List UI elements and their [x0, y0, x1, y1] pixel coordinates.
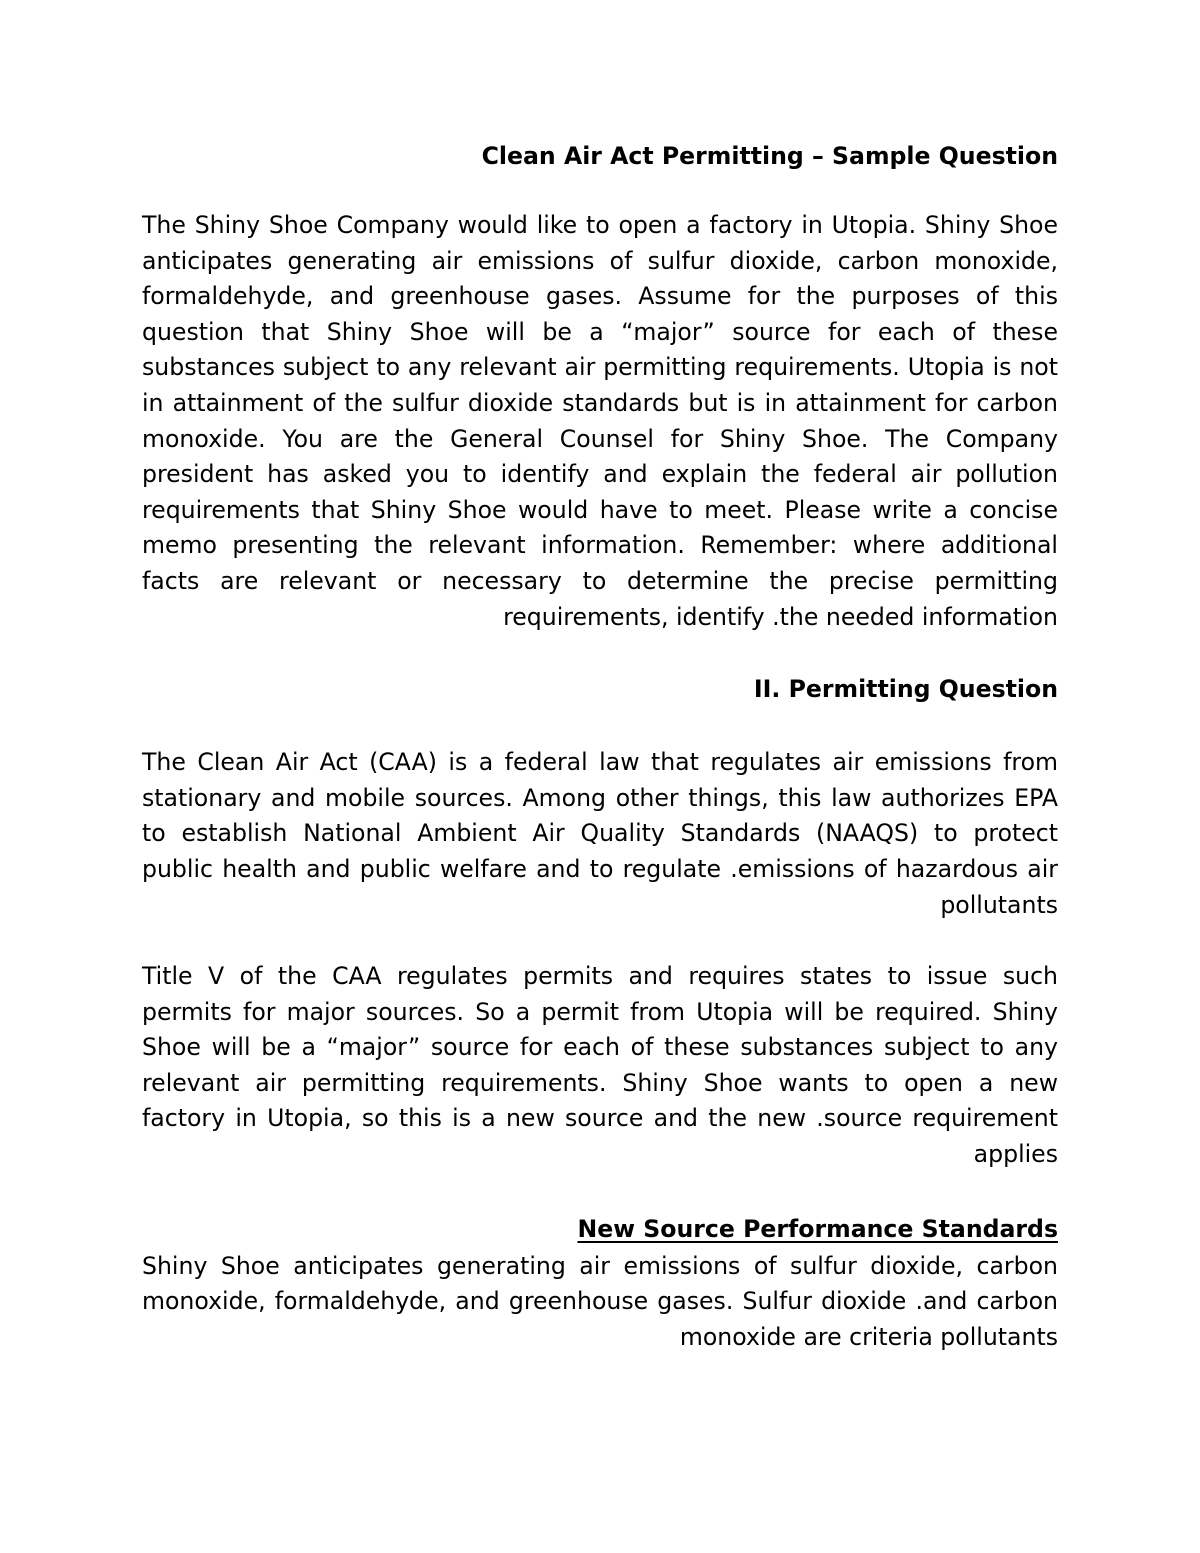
section-heading: II. Permitting Question [753, 675, 1058, 704]
title-v-paragraph: Title V of the CAA regulates permits and requires states to issue such permits for major sources. So a permit from Utopia will be required. Shiny Shoe will be a “major” source for each of these substances subject to any relevant air permitting requirements. Shiny Shoe wants to open a new factory in Utopia, so this is a new source and the new .source requirement applies [142, 962, 1058, 1169]
question-paragraph: The Shiny Shoe Company would like to open a factory in Utopia. Shiny Shoe anticipates generating air emissions of sulfur dioxide, carbon monoxide, formaldehyde, and greenhouse gases. Assume for the purposes of this question that Shiny Shoe will be a “major” source for each of these substances subject to any relevant air permitting requirements. Utopia is not in attainment of the sulfur dioxide standards but is in attainment for carbon monoxide. You are the General Counsel for Shiny Shoe. The Company president has asked you to identify and explain the federal air pollution requirements that Shiny Shoe would have to meet. Please write a concise memo presenting the relevant information. Remember: where additional facts are relevant or necessary to determine the precise permitting requirements, identify .the needed information [142, 211, 1058, 631]
caa-paragraph: The Clean Air Act (CAA) is a federal law that regulates air emissions from stationary and mobile sources. Among other things, this law authorizes EPA to establish National Ambient Air Quality Standards (NAAQS) to protect public health and public welfare and to regulate .emissions of hazardous air pollutants [142, 748, 1058, 919]
nsps-subheading: New Source Performance Standards [577, 1214, 1058, 1243]
document-page [142, 136, 1058, 1355]
nsps-paragraph: Shiny Shoe anticipates generating air emissions of sulfur dioxide, carbon monoxide, formaldehyde, and greenhouse gases. Sulfur dioxide .and carbon monoxide are criteria pollutants [142, 1251, 1058, 1351]
document-title: Clean Air Act Permitting – Sample Question [481, 142, 1058, 170]
